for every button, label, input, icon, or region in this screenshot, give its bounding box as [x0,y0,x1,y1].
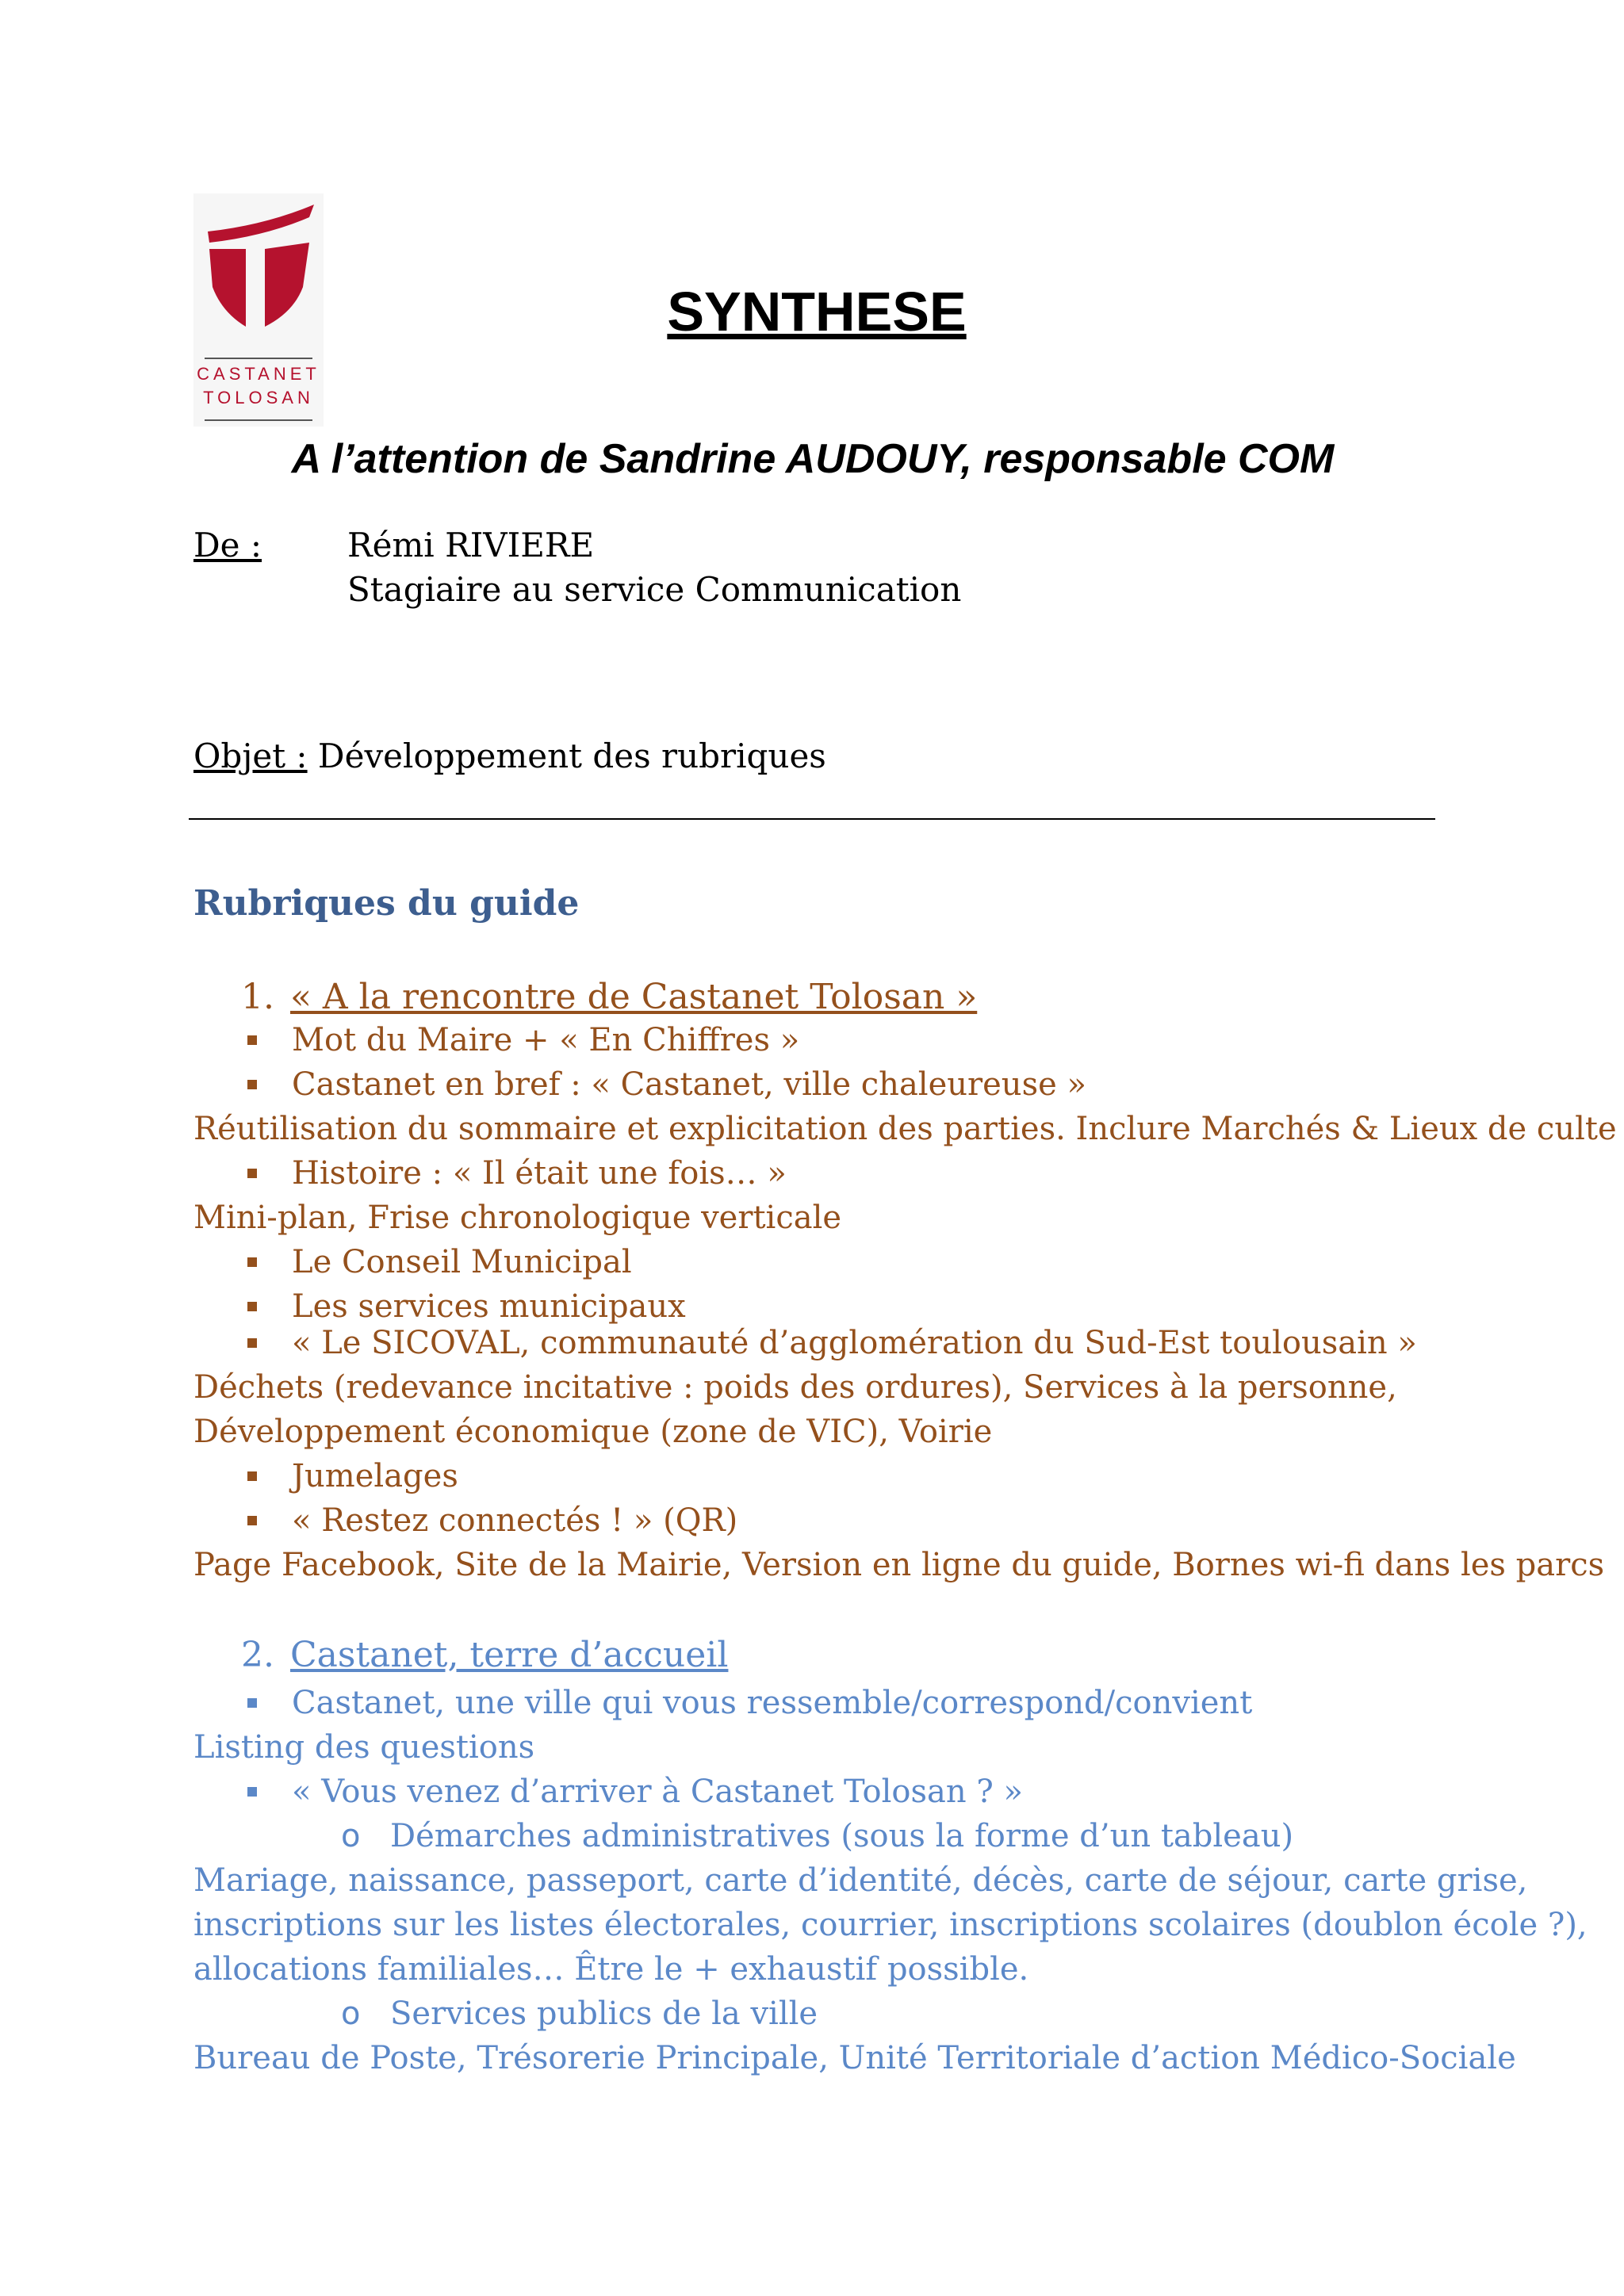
list-item: Le Conseil Municipal [292,1240,632,1284]
list-item: Histoire : « Il était une fois… » [292,1151,787,1196]
note-line: inscriptions sur les listes électorales, courrier, inscriptions scolaires (doublon école ?), [193,1907,1588,1943]
note-line: Déchets (redevance incitative : poids des ordures), Services à la personne, [193,1369,1397,1406]
bullet-circle-icon: o [341,1996,361,2032]
list-item: « Le SICOVAL, communauté d’agglomération du Sud-Est toulousain » [292,1321,1417,1365]
note-line: Mariage, naissance, passeport, carte d’identité, décès, carte de séjour, carte grise, [193,1862,1528,1899]
bullet-square-icon [247,1516,257,1525]
bullet-square-icon [247,1787,257,1797]
bullet-square-icon [247,1169,257,1178]
document-title: SYNTHESE [667,281,967,342]
part1-heading [241,974,977,1021]
part1-number: 1. [241,977,274,1017]
list-item: Castanet, une ville qui vous ressemble/correspond/convient [292,1681,1252,1725]
note-line: Mini-plan, Frise chronologique verticale [193,1200,842,1236]
sub-list-item: o Démarches administratives (sous la forme d’un tableau) [390,1814,1293,1858]
from-name: Rémi RIVIERE [347,526,595,564]
note-line: Développement économique (zone de VIC), Voirie [193,1414,993,1450]
object-line [193,734,826,779]
object-label: Objet : [193,737,308,775]
document-subtitle: A l’attention de Sandrine AUDOUY, responsable COM [291,436,1335,482]
note-line: Listing des questions [193,1729,535,1766]
list-item: Les services municipaux [292,1284,686,1329]
bullet-square-icon [247,1080,257,1089]
logo-text-line1: CASTANET [197,364,320,384]
sub-list-item: o Services publics de la ville [390,1992,818,2036]
note-line: Bureau de Poste, Trésorerie Principale, Unité Territoriale d’action Médico-Sociale [193,2040,1516,2076]
from-label: De : [193,526,262,564]
bullet-square-icon [247,1338,257,1348]
bullet-circle-icon: o [341,1818,361,1854]
note-line: Réutilisation du sommaire et explicitation des parties. Inclure Marchés & Lieux de culte [193,1111,1617,1147]
bullet-square-icon [247,1257,257,1267]
from-role: Stagiaire au service Communication [347,570,962,609]
part2-heading [241,1632,728,1679]
part2-title: Castanet, terre d’accueil [290,1635,729,1675]
bullet-square-icon [247,1471,257,1481]
note-line: Page Facebook, Site de la Mairie, Version en ligne du guide, Bornes wi-fi dans les parcs [193,1547,1605,1583]
part2-number: 2. [241,1635,274,1675]
logo-text-line2: TOLOSAN [203,388,314,408]
bullet-square-icon [247,1698,257,1708]
list-item: « Restez connectés ! » (QR) [292,1498,737,1543]
object-text: Développement des rubriques [307,737,826,775]
bullet-square-icon [247,1035,257,1045]
header-divider [189,818,1435,820]
list-item: « Vous venez d’arriver à Castanet Tolosan ? » [292,1770,1023,1814]
list-item: Jumelages [292,1454,458,1498]
part1-title: « A la rencontre de Castanet Tolosan » [290,977,978,1017]
section-heading: Rubriques du guide [193,883,580,924]
note-line: allocations familiales… Être le + exhaustif possible. [193,1951,1029,1988]
list-item: Mot du Maire + « En Chiffres » [292,1018,799,1062]
list-item: Castanet en bref : « Castanet, ville chaleureuse » [292,1062,1086,1107]
bullet-square-icon [247,1302,257,1311]
